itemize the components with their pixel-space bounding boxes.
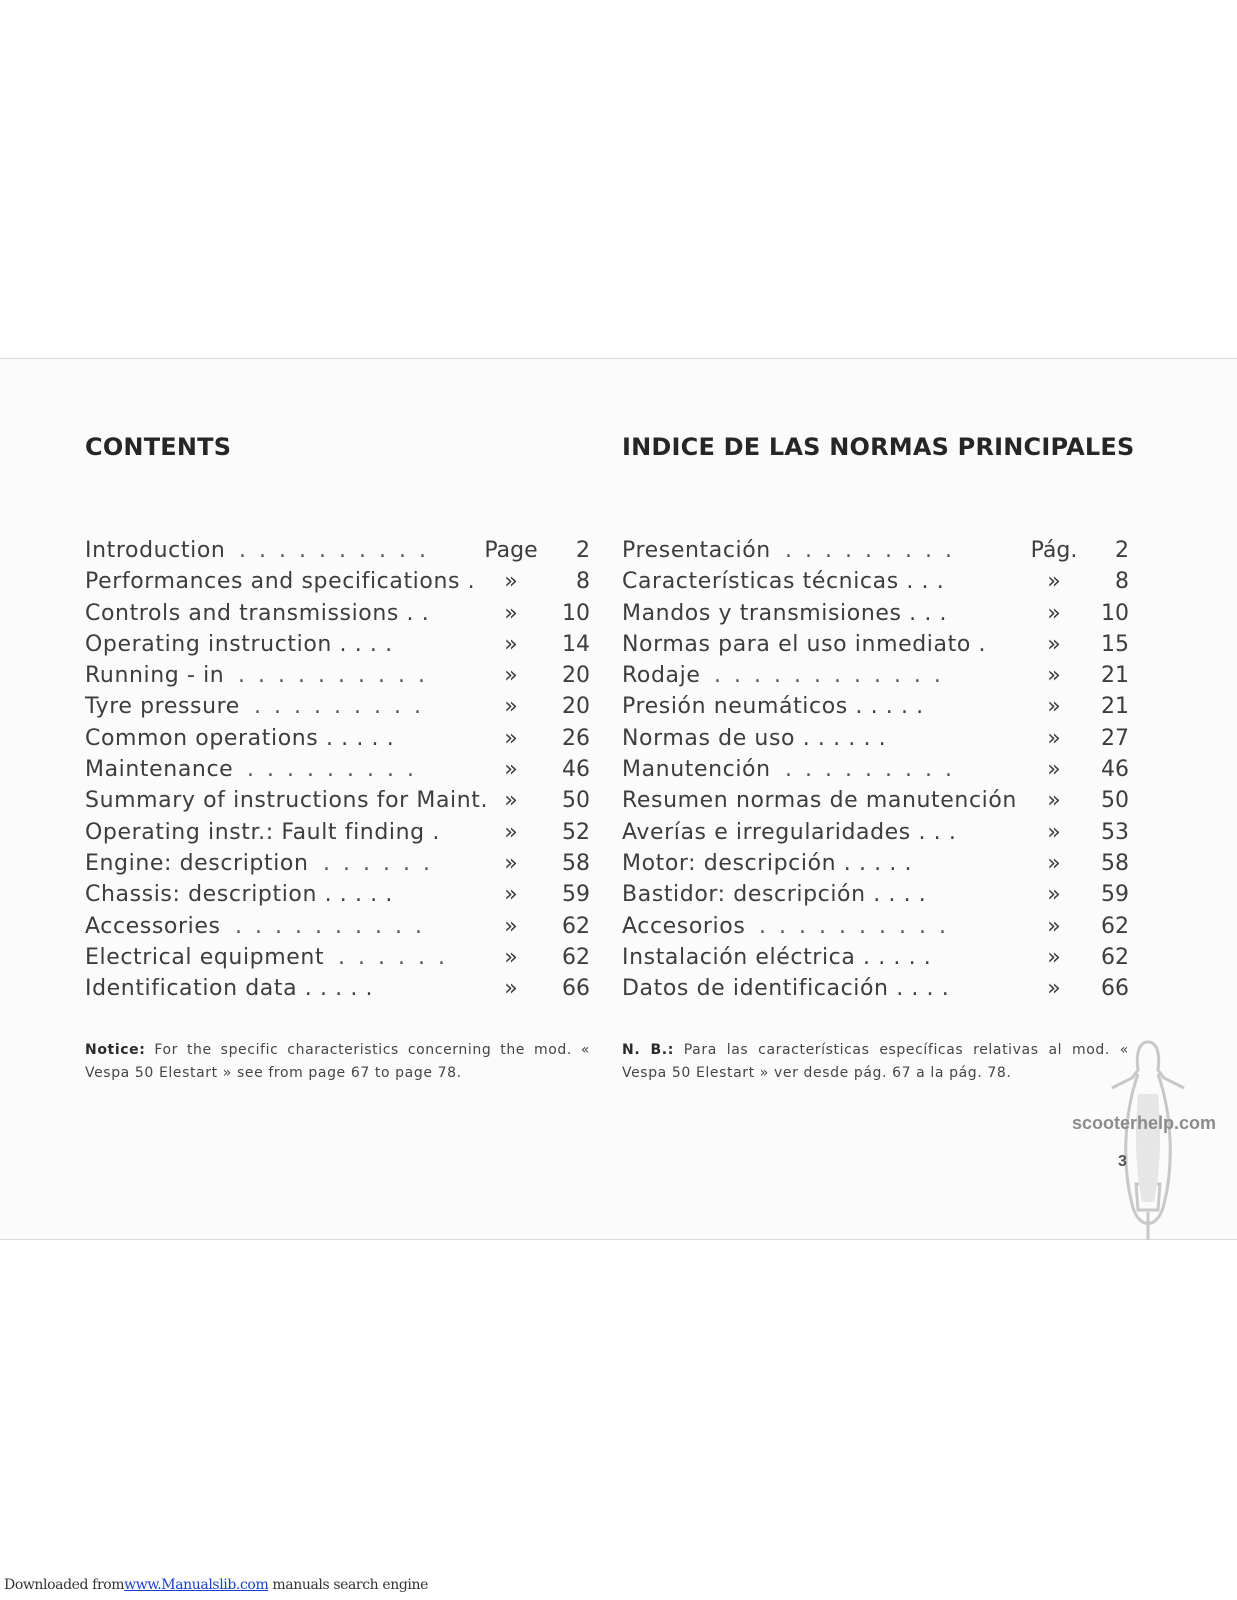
toc-page-number: 46 [1101,757,1129,783]
download-footer [4,1577,428,1593]
toc-page-marker: » [1047,694,1061,720]
toc-page-marker: » [1047,976,1061,1002]
toc-entry-title: Running - in [85,663,225,689]
toc-page-number: 27 [1101,725,1129,751]
toc-row [622,754,1129,785]
nb-label: N. B.: [622,1042,674,1058]
leader-dots: ......... [247,757,427,783]
toc-entry-title: Summary of instructions for Maint. [85,788,489,814]
toc-row [85,754,590,785]
toc-page-marker: » [504,788,518,814]
nb-text: Para las características específicas relativas al mod. « Vespa 50 Elestart » ver desde pág. 67 a la pág. 78. [622,1042,1129,1081]
toc-entry-title: Operating instruction . . . . [85,631,393,657]
toc-entry-title: Motor: descripción . . . . . [622,850,913,876]
toc-row [85,973,590,1004]
leader-dots: ...... [323,850,443,876]
toc-entry-title: Chassis: description . . . . . [85,882,393,908]
toc-row [622,691,1129,722]
toc-row [622,817,1129,848]
toc-page-number: 21 [1101,694,1129,720]
toc-entry-title: Performances and specifications . [85,569,476,595]
toc-page-number: 14 [562,631,590,657]
toc-row [85,598,590,629]
toc-page-marker: » [1047,600,1061,626]
toc-entry-title: Introduction [85,538,226,563]
toc-row [622,598,1129,629]
toc-page-number: 20 [562,694,590,720]
toc-row [85,535,590,566]
leader-dots: .......... [235,913,435,939]
toc-row [622,911,1129,942]
leader-dots: .......... [238,663,438,689]
watermark-text: scooterhelp.com [1072,1113,1217,1133]
toc-row [85,723,590,754]
toc-page-number: 52 [562,819,590,845]
toc-entry-title: Controls and transmissions . . [85,600,430,626]
nb-paragraph [622,1039,1129,1085]
manualslib-link[interactable]: www.Manualslib.com [124,1577,269,1593]
toc-page-marker: » [1047,725,1061,751]
leader-dots: ............ [714,663,954,689]
toc-row [622,785,1129,816]
toc-row [622,660,1129,691]
toc-entry-title: Tyre pressure [85,694,240,720]
manual-page [0,358,1237,1240]
toc-list-english [85,535,590,1004]
toc-page-number: 59 [562,882,590,908]
toc-page-number: 66 [562,976,590,1002]
toc-row [622,942,1129,973]
toc-page-number: 8 [1115,569,1129,595]
toc-row [85,879,590,910]
toc-page-marker: » [1047,788,1061,814]
toc-page-number: 58 [562,850,590,876]
page-number: 3 [1118,1153,1127,1170]
footer-prefix: Downloaded from [4,1577,125,1593]
toc-page-marker: » [504,600,518,626]
indice-heading: INDICE DE LAS NORMAS PRINCIPALES [622,433,1135,461]
toc-row [622,879,1129,910]
leader-dots: ...... [338,944,458,970]
toc-page-marker: » [504,757,518,783]
toc-page-marker: » [504,631,518,657]
toc-entry-title: Resumen normas de manutención [622,788,1017,814]
toc-page-marker: » [1047,631,1061,657]
toc-entry-title: Common operations . . . . . [85,725,395,751]
toc-page-number: 62 [562,913,590,939]
notice-paragraph [85,1039,590,1085]
toc-page-marker: » [504,976,518,1002]
toc-entry-title: Averías e irregularidades . . . [622,819,957,845]
toc-page-number: 59 [1101,882,1129,908]
toc-entry-title: Características técnicas . . . [622,569,945,595]
toc-page-number: 50 [1101,788,1129,814]
toc-page-marker: » [504,850,518,876]
leader-dots: .......... [239,538,439,563]
toc-page-marker: » [1047,663,1061,689]
toc-entry-title: Normas para el uso inmediato . [622,631,987,657]
scooter-watermark-icon [1108,1034,1188,1244]
toc-page-number: 2 [576,538,590,563]
toc-row [85,629,590,660]
toc-page-marker: » [504,944,518,970]
toc-entry-title: Maintenance [85,757,234,783]
toc-row [85,566,590,597]
toc-page-marker: » [1047,850,1061,876]
leader-dots: ......... [785,757,965,783]
toc-row [85,691,590,722]
toc-page-marker: » [504,819,518,845]
toc-page-number: 62 [1101,944,1129,970]
toc-page-marker: » [504,569,518,595]
toc-entry-title: Manutención [622,757,771,783]
toc-row [85,660,590,691]
toc-entry-title: Electrical equipment [85,944,325,970]
toc-page-marker: » [504,882,518,908]
toc-page-number: 21 [1101,663,1129,689]
toc-page-marker: » [504,725,518,751]
toc-page-marker: » [1047,882,1061,908]
toc-page-number: 62 [562,944,590,970]
toc-list-spanish [622,535,1129,1004]
toc-page-number: 50 [562,788,590,814]
toc-page-marker: » [1047,944,1061,970]
toc-page-number: 8 [576,569,590,595]
toc-page-marker: Page [484,538,538,563]
toc-entry-title: Normas de uso . . . . . . [622,725,887,751]
notice-text: For the specific characteristics concerning the mod. « Vespa 50 Elestart » see from page 67 to page 78. [85,1042,590,1081]
toc-entry-title: Instalación eléctrica . . . . . [622,944,932,970]
toc-row [622,973,1129,1004]
toc-page-number: 53 [1101,819,1129,845]
toc-page-number: 66 [1101,976,1129,1002]
toc-entry-title: Identification data . . . . . [85,976,374,1002]
toc-page-number: 10 [1101,600,1129,626]
toc-page-number: 15 [1101,631,1129,657]
toc-row [85,785,590,816]
toc-row [622,535,1129,566]
notice-label: Notice: [85,1042,146,1058]
contents-heading: CONTENTS [85,433,232,461]
toc-row [85,848,590,879]
toc-row [85,817,590,848]
toc-entry-title: Presentación [622,538,771,563]
toc-page-number: 58 [1101,850,1129,876]
toc-row [622,848,1129,879]
toc-page-marker: » [1047,569,1061,595]
toc-row [622,629,1129,660]
toc-page-number: 20 [562,663,590,689]
toc-entry-title: Operating instr.: Fault finding . [85,819,440,845]
toc-page-marker: » [1047,819,1061,845]
toc-entry-title: Bastidor: descripción . . . . [622,882,927,908]
toc-entry-title: Accessories [85,913,221,939]
toc-row [622,566,1129,597]
toc-entry-title: Datos de identificación . . . . [622,976,950,1002]
toc-page-number: 46 [562,757,590,783]
leader-dots: .......... [759,913,959,939]
toc-row [85,911,590,942]
toc-page-number: 10 [562,600,590,626]
toc-page-marker: » [504,663,518,689]
toc-page-marker: » [504,694,518,720]
toc-page-number: 2 [1115,538,1129,563]
toc-entry-title: Presión neumáticos . . . . . [622,694,924,720]
toc-entry-title: Accesorios [622,913,746,939]
toc-page-number: 26 [562,725,590,751]
toc-page-number: 62 [1101,913,1129,939]
toc-entry-title: Rodaje [622,663,701,689]
toc-page-marker: Pág. [1030,538,1078,563]
leader-dots: ......... [254,694,434,720]
toc-row [85,942,590,973]
leader-dots: ......... [785,538,965,563]
toc-entry-title: Engine: description [85,850,309,876]
footer-suffix: manuals search engine [272,1577,428,1593]
toc-page-marker: » [1047,757,1061,783]
toc-entry-title: Mandos y transmisiones . . . [622,600,948,626]
toc-page-marker: » [1047,913,1061,939]
toc-row [622,723,1129,754]
toc-page-marker: » [504,913,518,939]
